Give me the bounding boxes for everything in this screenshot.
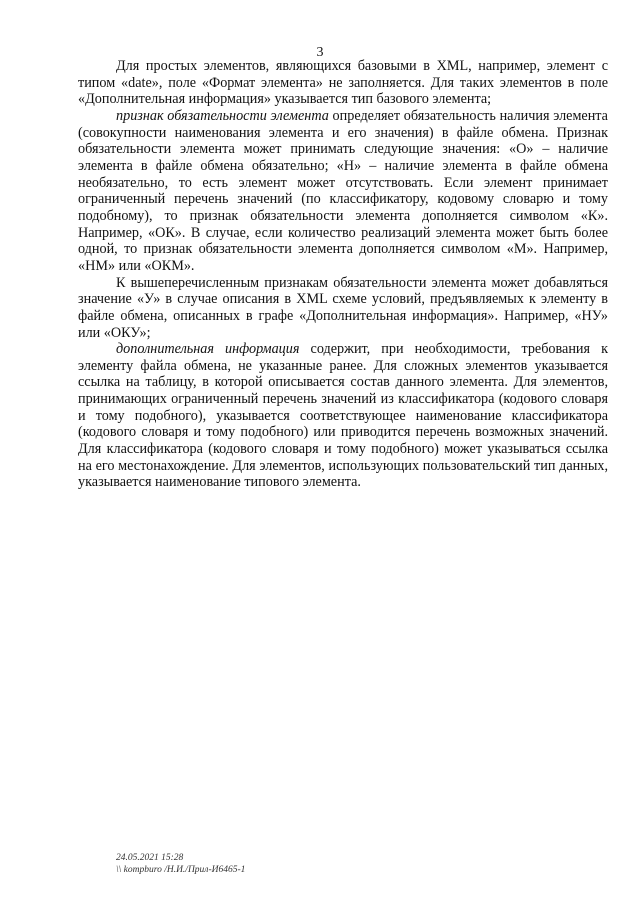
paragraph-simple-elements xyxy=(78,58,608,108)
term-mandatory-attribute: признак обязательности элемента xyxy=(116,107,329,124)
term-additional-info: дополнительная информация xyxy=(116,341,300,358)
paragraph-mandatory-attribute xyxy=(78,108,608,275)
paragraph-additional-info xyxy=(78,341,608,491)
paragraph-condition-value xyxy=(78,275,608,342)
document-body xyxy=(78,58,608,491)
stamp-file-path: \\ kompburo /Н.И./Прил-И6465-1 xyxy=(116,864,246,875)
page-number: 3 xyxy=(316,45,324,60)
stamp-datetime: 24.05.2021 15:28 xyxy=(116,853,184,863)
paragraph-text: содержит, при необходимости, требования к элементу файла обмена, не указанные ранее. Для сложных элементов указывается ссылка на таблицу, в которой описывается состав данного элемента. Для элементов, принимающих ограниченный перечень значений из классификатора (кодового словаря и тому подобного), указывается соответствующее наименование классификатора (кодового словаря и тому подобного) или приводится перечень возможных значений. Для классификатора (кодового словаря и тому подобного) может указываться ссылка на его местонахождение. Для элементов, использующих пользовательский тип данных, указывается наименование типового элемента. xyxy=(78,341,608,491)
paragraph-text: Для простых элементов, являющихся базовыми в XML, например, элемент с типом «date», поле «Формат элемента» не заполняется. Для таких элементов в поле «Дополнительная информация» указывается тип базового элемента; xyxy=(78,58,608,108)
paragraph-text: определяет обязательность наличия элемента (совокупности наименования элемента и его значения) в файле обмена. Признак обязательности элемента может принимать следующие значения: «О» – наличие элемента в файле обмена обязательно; «Н» – наличие элемента в файле обмена необязательно, то есть элемент может отсутствовать. Если элемент принимает ограниченный перечень значений (по классификатору, кодовому словарю и тому подобному), то признак обязательности элемента дополняется символом «К». Например, «ОК». В случае, если количество реализаций элемента может быть более одной, то признак обязательности элемента дополняется символом «М». Например, «НМ» или «ОКМ». xyxy=(78,107,608,274)
paragraph-text: К вышеперечисленным признакам обязательности элемента может добавляться значение «У» в случае описания в XML схеме условий, предъявляемых к элементу в файле обмена, описанных в графе «Дополнительная информация». Например, «НУ» или «ОКУ»; xyxy=(78,274,608,341)
footer-stamp xyxy=(116,853,245,876)
